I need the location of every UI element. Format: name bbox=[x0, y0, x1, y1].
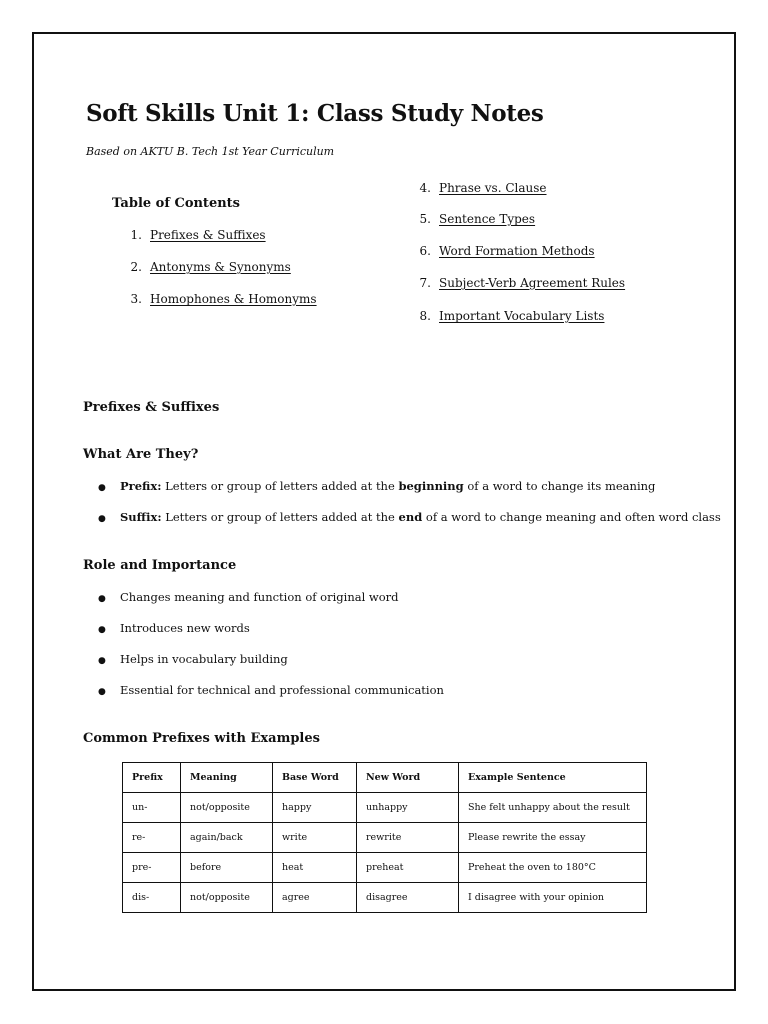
list-item bbox=[94, 683, 444, 714]
table-cell: I disagree with your opinion bbox=[459, 883, 647, 913]
table-cell: dis- bbox=[123, 883, 181, 913]
table-cell: again/back bbox=[181, 823, 273, 853]
table-cell: not/opposite bbox=[181, 793, 273, 823]
toc-link-subject-verb[interactable]: Subject-Verb Agreement Rules bbox=[439, 276, 626, 290]
table-row bbox=[123, 823, 647, 853]
list-item-text: Changes meaning and function of original word bbox=[120, 590, 399, 604]
table-cell: un- bbox=[123, 793, 181, 823]
table-header-cell: Meaning bbox=[181, 763, 273, 793]
definition-term: Suffix: bbox=[120, 510, 162, 524]
list-item-text bbox=[120, 510, 721, 524]
prefix-table bbox=[122, 762, 647, 913]
definition-text: Letters or group of letters added at the bbox=[161, 479, 399, 493]
table-cell: She felt unhappy about the result bbox=[459, 793, 647, 823]
toc-item-number: 5. bbox=[419, 212, 431, 226]
section-heading: Prefixes & Suffixes bbox=[83, 400, 220, 415]
toc-item bbox=[120, 292, 317, 306]
toc-item bbox=[409, 309, 604, 323]
toc-item-number: 7. bbox=[419, 276, 431, 290]
toc-item bbox=[120, 260, 291, 274]
role-list bbox=[94, 590, 444, 714]
toc-item-number: 4. bbox=[419, 181, 431, 195]
table-cell: heat bbox=[273, 853, 357, 883]
table-cell: agree bbox=[273, 883, 357, 913]
toc-item bbox=[120, 228, 266, 242]
list-item bbox=[94, 510, 721, 541]
table-cell: re- bbox=[123, 823, 181, 853]
toc-heading: Table of Contents bbox=[112, 196, 240, 211]
toc-item-number: 1. bbox=[130, 228, 142, 242]
bullet-icon: ● bbox=[98, 625, 106, 635]
definition-text: of a word to change its meaning bbox=[463, 479, 656, 493]
list-item-text bbox=[120, 479, 655, 493]
table-cell: happy bbox=[273, 793, 357, 823]
toc-link-prefixes-suffixes[interactable]: Prefixes & Suffixes bbox=[150, 228, 266, 242]
toc-link-vocabulary-lists[interactable]: Important Vocabulary Lists bbox=[439, 309, 605, 323]
toc-item bbox=[409, 181, 547, 195]
page-subtitle: Based on AKTU B. Tech 1st Year Curriculum bbox=[86, 145, 335, 158]
table-cell: Preheat the oven to 180°C bbox=[459, 853, 647, 883]
toc-link-homophones-homonyms[interactable]: Homophones & Homonyms bbox=[150, 292, 317, 306]
subsection-heading-role: Role and Importance bbox=[83, 558, 237, 573]
toc-item-number: 3. bbox=[130, 292, 142, 306]
toc-link-phrase-clause[interactable]: Phrase vs. Clause bbox=[439, 181, 547, 195]
table-header-cell: Example Sentence bbox=[459, 763, 647, 793]
toc-link-word-formation[interactable]: Word Formation Methods bbox=[439, 244, 595, 258]
toc-item-number: 2. bbox=[130, 260, 142, 274]
table-cell: disagree bbox=[357, 883, 459, 913]
bullet-icon: ● bbox=[98, 483, 106, 493]
table-cell: preheat bbox=[357, 853, 459, 883]
definition-emphasis: end bbox=[398, 510, 423, 524]
toc-link-antonyms-synonyms[interactable]: Antonyms & Synonyms bbox=[150, 260, 291, 274]
bullet-icon: ● bbox=[98, 514, 106, 524]
list-item-text: Essential for technical and professional communication bbox=[120, 683, 444, 697]
list-item-text: Introduces new words bbox=[120, 621, 250, 635]
table-row bbox=[123, 883, 647, 913]
table-header-cell: Base Word bbox=[273, 763, 357, 793]
toc-item bbox=[409, 212, 535, 226]
toc-item bbox=[409, 276, 625, 290]
table-row bbox=[123, 853, 647, 883]
toc-item-number: 6. bbox=[419, 244, 431, 258]
bullet-icon: ● bbox=[98, 594, 106, 604]
table-header-row bbox=[123, 763, 647, 793]
bullet-icon: ● bbox=[98, 656, 106, 666]
table-cell: before bbox=[181, 853, 273, 883]
definition-emphasis: beginning bbox=[398, 479, 464, 493]
subsection-heading-what: What Are They? bbox=[83, 447, 199, 462]
table-cell: rewrite bbox=[357, 823, 459, 853]
list-item bbox=[94, 590, 444, 621]
toc-item bbox=[409, 244, 595, 258]
table-header-cell: New Word bbox=[357, 763, 459, 793]
list-item bbox=[94, 652, 444, 683]
toc-item-number: 8. bbox=[419, 309, 431, 323]
list-item-text: Helps in vocabulary building bbox=[120, 652, 288, 666]
table-cell: Please rewrite the essay bbox=[459, 823, 647, 853]
definition-text: of a word to change meaning and often word class bbox=[422, 510, 721, 524]
table-cell: unhappy bbox=[357, 793, 459, 823]
subsection-heading-prefixes: Common Prefixes with Examples bbox=[83, 731, 320, 746]
definition-list bbox=[94, 479, 721, 541]
table-header-cell: Prefix bbox=[123, 763, 181, 793]
bullet-icon: ● bbox=[98, 687, 106, 697]
definition-text: Letters or group of letters added at the bbox=[161, 510, 399, 524]
table-cell: write bbox=[273, 823, 357, 853]
toc-link-sentence-types[interactable]: Sentence Types bbox=[439, 212, 536, 226]
list-item bbox=[94, 479, 721, 510]
table-row bbox=[123, 793, 647, 823]
definition-term: Prefix: bbox=[120, 479, 162, 493]
list-item bbox=[94, 621, 444, 652]
document-page bbox=[32, 32, 736, 991]
page-title: Soft Skills Unit 1: Class Study Notes bbox=[86, 100, 544, 127]
table-cell: pre- bbox=[123, 853, 181, 883]
table-cell: not/opposite bbox=[181, 883, 273, 913]
